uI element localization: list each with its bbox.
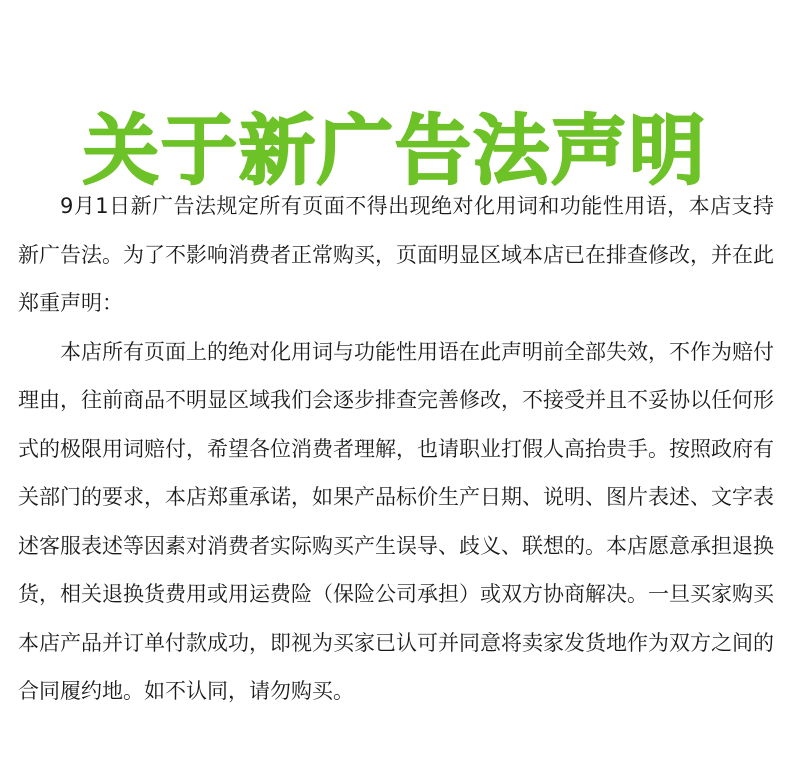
statement-body xyxy=(18,182,774,716)
page-title: 关于新广告法声明 xyxy=(83,105,707,195)
statement-paragraph-details: 本店所有页面上的绝对化用词与功能性用语在此声明前全部失效，不作为赔付理由，往前商品不明显区域我们会逐步排查完善修改，不接受并且不妥协以任何形式的极限用词赔付，希望各位消费者理解，也请职业打假人高抬贵手。按照政府有关部门的要求，本店郑重承诺，如果产品标价生产日期、说明、图片表述、文字表述客服表述等因素对消费者实际购买产生误导、歧义、联想的。本店愿意承担退换货，相关退换货费用或用运费险（保险公司承担）或双方协商解决。一旦买家购买本店产品并订单付款成功，即视为买家已认可并同意将卖家发货地作为双方之间的合同履约地。如不认同，请勿购买。 xyxy=(18,339,774,703)
statement-paragraph-intro: 9月1日新广告法规定所有页面不得出现绝对化用词和功能性用语，本店支持新广告法。为了不影响消费者正常购买，页面明显区域本店已在排查修改，并在此郑重声明： xyxy=(18,194,774,315)
